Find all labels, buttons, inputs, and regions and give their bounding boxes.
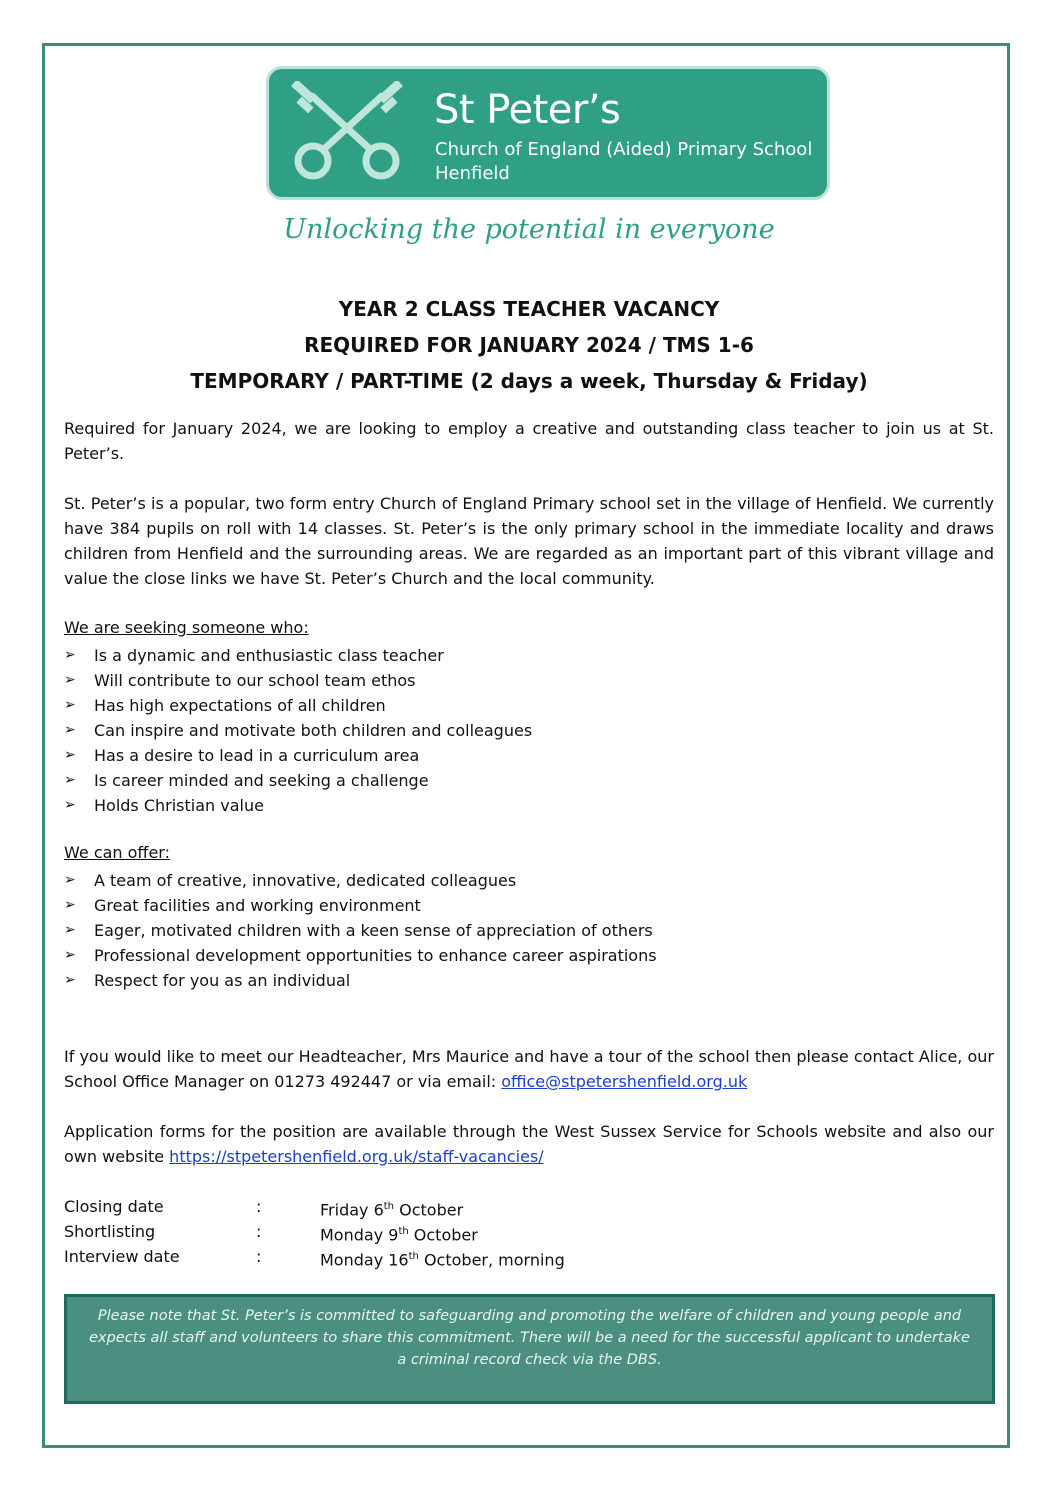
list-item: ➢ A team of creative, innovative, dedicated colleagues [64, 868, 657, 893]
table-row: Interview date : Monday 16th October, morning [64, 1247, 565, 1270]
offer-list [64, 868, 657, 993]
arrow-bullet-icon: ➢ [64, 872, 76, 888]
key-dates [64, 1194, 764, 1269]
school-subtitle: Church of England (Aided) Primary School [435, 139, 813, 160]
arrow-bullet-icon: ➢ [64, 947, 76, 963]
school-name: St Peter’s [434, 87, 621, 133]
list-item: ➢ Eager, motivated children with a keen sense of appreciation of others [64, 918, 657, 943]
list-item: ➢ Respect for you as an individual [64, 968, 657, 993]
arrow-bullet-icon: ➢ [64, 697, 76, 713]
school-logo [266, 66, 830, 200]
arrow-bullet-icon: ➢ [64, 647, 76, 663]
application-paragraph: Application forms for the position are available through the West Sussex Service for Schools website and also our own website https://stpetershenfield.org.uk/staff-vacancies/ [64, 1122, 994, 1166]
about-paragraph: St. Peter’s is a popular, two form entry Church of England Primary school set in the village of Henfield. We currently have 384 pupils on roll with 14 classes. St. Peter’s is the only primary school in the immediate locality and draws children from Henfield and the surrounding areas. We are regarded as an important part of this vibrant village and value the close links we have St. Peter’s Church and the local community. [64, 494, 994, 588]
table-row: Closing date : Friday 6th October [64, 1197, 464, 1220]
vacancy-terms: TEMPORARY / PART-TIME (2 days a week, Thursday & Friday) [190, 369, 868, 393]
table-row: Shortlisting : Monday 9th October [64, 1222, 478, 1245]
list-item: ➢ Holds Christian value [64, 793, 532, 818]
arrow-bullet-icon: ➢ [64, 972, 76, 988]
list-item: ➢ Will contribute to our school team ethos [64, 668, 532, 693]
arrow-bullet-icon: ➢ [64, 722, 76, 738]
intro-paragraph: Required for January 2024, we are looking to employ a creative and outstanding class teacher to join us at St. Peter’s. [64, 419, 994, 463]
vacancy-requirement: REQUIRED FOR JANUARY 2024 / TMS 1-6 [304, 333, 754, 357]
school-location: Henfield [435, 163, 510, 184]
vacancies-link[interactable]: https://stpetershenfield.org.uk/staff-vacancies/ [169, 1147, 544, 1166]
list-item: ➢ Has a desire to lead in a curriculum area [64, 743, 532, 768]
contact-paragraph: If you would like to meet our Headteacher, Mrs Maurice and have a tour of the school then please contact Alice, our School Office Manager on 01273 492447 or via email: office@stpetershenfield.org.uk [64, 1047, 994, 1091]
safeguarding-notice: Please note that St. Peter’s is committed to safeguarding and promoting the welfare of children and young people and expects all staff and volunteers to share this commitment. There will be a need for the successful applicant to undertake a criminal record check via the DBS. [64, 1294, 995, 1404]
seeking-title: We are seeking someone who: [64, 618, 309, 637]
arrow-bullet-icon: ➢ [64, 672, 76, 688]
arrow-bullet-icon: ➢ [64, 772, 76, 788]
vacancy-heading: YEAR 2 CLASS TEACHER VACANCY [338, 297, 720, 321]
offer-title: We can offer: [64, 843, 170, 862]
list-item: ➢ Professional development opportunities to enhance career aspirations [64, 943, 657, 968]
list-item: ➢ Great facilities and working environment [64, 893, 657, 918]
seeking-list [64, 643, 532, 818]
email-link[interactable]: office@stpetershenfield.org.uk [501, 1072, 748, 1091]
list-item: ➢ Is career minded and seeking a challenge [64, 768, 532, 793]
crossed-keys-icon [283, 81, 413, 189]
arrow-bullet-icon: ➢ [64, 897, 76, 913]
arrow-bullet-icon: ➢ [64, 797, 76, 813]
list-item: ➢ Has high expectations of all children [64, 693, 532, 718]
arrow-bullet-icon: ➢ [64, 747, 76, 763]
school-motto: Unlocking the potential in everyone [283, 214, 775, 245]
list-item: ➢ Is a dynamic and enthusiastic class teacher [64, 643, 532, 668]
list-item: ➢ Can inspire and motivate both children and colleagues [64, 718, 532, 743]
arrow-bullet-icon: ➢ [64, 922, 76, 938]
